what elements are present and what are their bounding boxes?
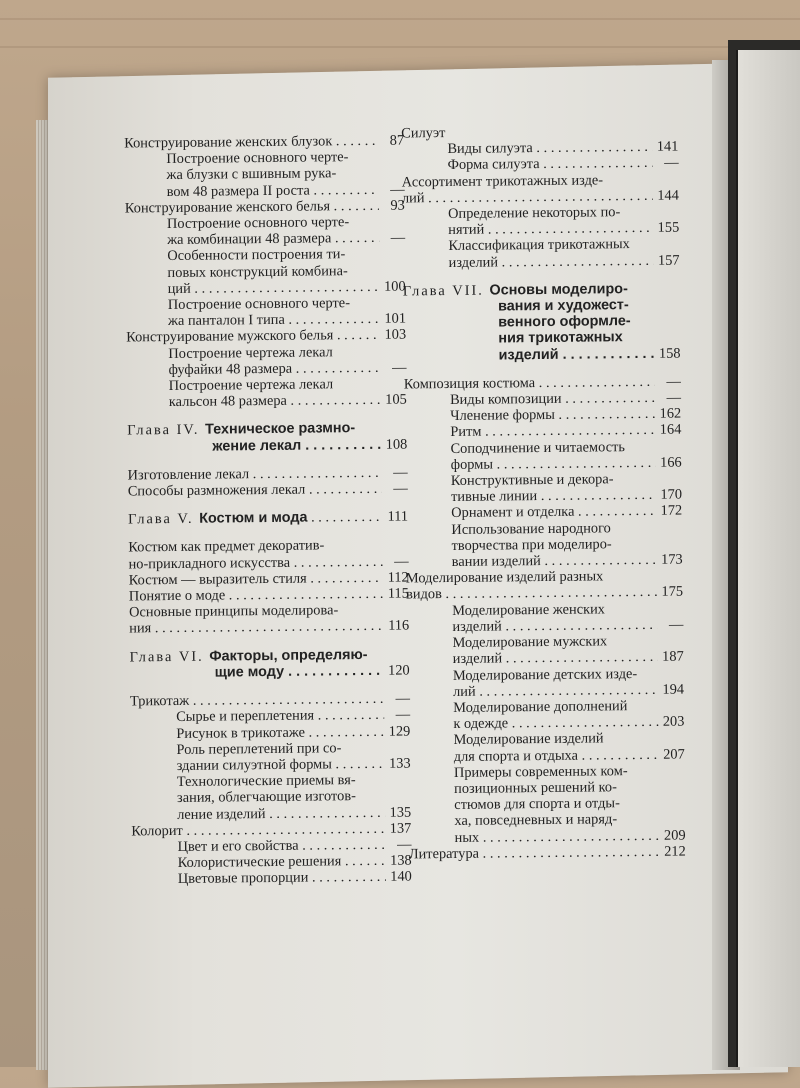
toc-entry-row [402,187,679,206]
toc-entry-line: Примеры современных ком- [454,762,685,781]
toc-page-number: 157 [653,252,679,268]
toc-page-number: — [652,155,678,171]
chapter-prefix: Глава V. [128,511,199,528]
toc-entry-title: Костюм — выразитель стиля . . . [129,570,383,589]
toc-entry-title: изделий . . . [453,649,658,667]
toc-page-number: 166 [656,454,682,470]
toc-page-number: 101 [380,311,406,327]
toc-entry [407,665,684,700]
toc-entry-line: Использование народного [451,519,682,538]
toc-entry-line: творчества при моделиро- [451,535,682,554]
toc-entry [129,586,409,605]
toc-page-number: 207 [659,746,685,762]
chapter-title: Костюм и мода [199,510,307,527]
toc-entry-line: жа блузки с вшивным рука- [166,165,404,184]
toc-entry [402,204,679,239]
toc-page-number: 111 [382,509,408,525]
toc-entry-line: Моделирование мужских [452,633,683,652]
toc-entry-title: фуфайки 48 размера . . . [168,360,380,378]
toc-entry-line: Костюм как предмет декоратив- [128,537,408,556]
toc-page-number: — [382,464,408,480]
chapter-prefix: Глава VII. [403,282,490,299]
toc-page-number: 138 [386,853,412,869]
chapter-title: Факторы, определяю- [209,647,367,665]
toc-left-column [124,133,412,888]
toc-entry-title: Композиция костюма . . . [404,374,655,393]
toc-entry-title: Рисунок в трикотаже . . . [176,723,384,741]
toc-page-number: 209 [660,827,686,843]
toc-entry-title: Конструирование мужского белья . . . [126,327,380,346]
toc-entry-line: Особенности построения ти- [167,246,405,265]
toc-entry-title: лий . . . [453,682,658,700]
toc-entry-title: Способы размножения лекал . . . [128,481,382,500]
toc-page-number: 112 [383,569,409,585]
toc-entry [124,133,404,152]
toc-entry [126,327,406,346]
toc-entry-title: Литература . . . [409,844,660,863]
toc-entry [129,602,409,637]
toc-entry-title: Колорит . . . [131,821,385,840]
chapter-heading [129,646,409,681]
toc-page-number: — [385,836,411,852]
toc-entry [405,503,682,522]
toc-entry-title: к одежде . . . [453,714,658,732]
toc-page-number: 93 [379,197,405,213]
toc-entry-line: Моделирование детских изде- [453,665,684,684]
toc-entry-title: кальсон 48 размера . . . [169,392,381,410]
toc-page-number: 170 [656,487,682,503]
toc-entry-row [453,714,684,733]
toc-entry-title: здании силуэтной формы . . . [177,756,385,774]
toc-entry [125,214,405,249]
toc-entry-row [169,392,407,411]
toc-entry-row [129,618,409,637]
toc-entry-line: стюмов для спорта и отды- [454,795,685,814]
toc-entry-row [168,278,406,297]
toc-entry-line: Моделирование изделий [454,730,685,749]
chapter-heading [127,420,407,455]
toc-entry [125,246,405,298]
chapter-title: вания и художест- [403,297,680,316]
toc-page-number: 105 [381,392,407,408]
toc-entry-line: Конструктивные и декора- [451,471,682,490]
toc-page-number: — [380,359,406,375]
chapter-heading-text [128,509,382,528]
toc-entry-row [453,681,684,700]
toc-entry [408,762,686,846]
toc-entry-row [447,155,678,174]
toc-entry-row [176,723,410,742]
toc-entry [128,537,408,572]
toc-page-number: 87 [378,133,404,149]
toc-page-number: — [657,616,683,632]
toc-entry-row [126,327,406,346]
toc-entry-row [454,746,685,765]
toc-entry-title: Цвет и его свойства . . . [177,837,385,855]
toc-page-number: — [379,181,405,197]
toc-entry-title: Конструирование женских блузок . . . [124,133,378,152]
toc-entry-line: Построение чертежа лекал [169,376,407,395]
toc-entry-title: изделий . . . [449,252,654,270]
toc-page-number: — [384,691,410,707]
toc-entry-line: Соподчинение и читаемость [450,438,681,457]
toc-page-number: 172 [656,503,682,519]
toc-entry-row [406,584,683,603]
toc-entry [125,197,405,216]
toc-entry [404,438,681,473]
toc-entry-row [453,649,684,668]
toc-entry-title: лий . . . [402,188,653,207]
toc-entry [409,843,686,862]
toc-entry-title: для спорта и отдыха . . . [454,746,659,764]
toc-entry-title: Колористические решения . . . [178,853,386,871]
toc-page-number: 137 [385,820,411,836]
chapter-heading-row [403,345,680,364]
toc-entry-title: Виды композиции . . . [450,390,655,408]
toc-entry-row [167,230,405,249]
toc-entry-line: повых конструкций комбина- [167,262,405,281]
toc-entry-title: Цветовые пропорции . . . [178,869,386,887]
toc-entry-title: ций . . . [168,279,380,297]
chapter-title: жение лекал . . . [212,436,381,454]
toc-entry-line: Построение основного черте- [168,295,406,314]
toc-entry [401,155,678,174]
toc-entry-title: Виды силуэта . . . [447,139,652,157]
toc-page-number: 115 [383,586,409,602]
toc-entry-line: зания, облегчающие изготов- [177,788,411,807]
toc-page-number: 155 [653,220,679,236]
chapter-heading [403,280,681,364]
toc-page-number: 164 [655,422,681,438]
toc-entry-title: формы . . . [451,455,656,473]
toc-entry-title: Силуэт [401,123,652,142]
toc-entry-title: видов . . . [406,584,657,603]
toc-entry-row [177,755,411,774]
toc-entry-line: Основные принципы моделирова- [129,602,409,621]
chapter-title: ния трикотажных [403,329,680,348]
toc-page-number: 203 [658,714,684,730]
toc-entry-row [178,869,412,888]
toc-entry-line: Классификация трикотажных [448,236,679,255]
toc-entry [405,471,682,506]
toc-entry-title: Орнамент и отделка . . . [451,503,656,521]
toc-entry-line: позиционных решений ко- [454,778,685,797]
toc-page-number: 144 [653,187,679,203]
toc-entry-line: Построение основного черте- [167,214,405,233]
toc-entry-line: Определение некоторых по- [448,204,679,223]
toc-entry-title: тивные линии . . . [451,487,656,505]
toc-entry [404,422,681,441]
toc-page-number: — [382,481,408,497]
facing-page [736,50,800,1067]
toc-entry-line: Построение основного черте- [166,149,404,168]
toc-entry [406,633,683,668]
toc-entry-title: Понятие о моде . . . [129,586,383,605]
toc-entry [405,519,682,571]
toc-page-number: 212 [660,843,686,859]
toc-page-number: 194 [658,681,684,697]
toc-entry-title: Ритм . . . [450,422,655,440]
toc-entry-row [450,422,681,441]
toc-page-number: 141 [652,139,678,155]
toc-entry-row [409,843,686,862]
toc-entry-row [452,552,683,571]
toc-entry-title: Форма силуэта . . . [447,155,652,173]
toc-page-number: 133 [385,755,411,771]
toc-page-number: 175 [657,584,683,600]
toc-entry-title: Трикотаж . . . [130,691,384,710]
toc-entry [407,697,684,732]
chapter-heading-row [130,662,410,681]
toc-page-number: 158 [654,345,680,361]
toc-entry [124,149,404,201]
toc-entry-row [451,503,682,522]
toc-entry-title: но-прикладного искусства . . . [128,553,382,572]
chapter-title: Основы моделиро- [489,281,628,298]
toc-entry [126,343,406,378]
toc-page-number: 103 [380,327,406,343]
toc-entry [128,481,408,500]
toc-entry-row [448,220,679,239]
toc-entry-title: вании изделий . . . [452,552,657,570]
toc-entry-line: Моделирование дополнений [453,697,684,716]
chapter-title: Техническое размно- [205,421,355,439]
toc-entry [131,772,411,824]
toc-entry-title: жа панталон I типа . . . [168,311,380,329]
toc-entry-title: ление изделий . . . [177,804,385,822]
toc-page-number: — [655,373,681,389]
toc-entry [127,376,407,411]
toc-entry [402,236,679,271]
toc-page-number: 120 [384,662,410,678]
toc-entry-row [452,616,683,635]
toc-entry [126,295,406,330]
toc-entry-line: Ассортимент трикотажных изде- [402,171,679,190]
toc-entry-title: нятий . . . [448,220,653,238]
chapter-heading-row [127,436,407,455]
toc-page-number: 108 [381,436,407,452]
toc-entry-title: Изготовление лекал . . . [128,465,382,484]
toc-page-number: 129 [384,723,410,739]
chapter-prefix: Глава VI. [129,648,209,665]
toc-page-number: — [379,230,405,246]
toc-entry [402,171,679,206]
toc-entry-line: ха, повседневных и наряд- [454,811,685,830]
toc-entry-row [451,454,682,473]
toc-page-number: 162 [655,406,681,422]
toc-right-column [401,123,686,863]
toc-entry-title: изделий . . . [452,617,657,635]
toc-page-number: 173 [657,552,683,568]
chapter-title: изделий . . . [498,345,654,363]
toc-entry-title: Членение формы . . . [450,406,655,424]
toc-entry-line: Моделирование женских [452,600,683,619]
toc-entry-line: Построение чертежа лекал [168,343,406,362]
chapter-heading-row [128,509,408,528]
toc-page-number: 135 [385,804,411,820]
toc-entry [130,739,410,774]
toc-entry-line: Технологические приемы вя- [177,772,411,791]
toc-entry-title: ния . . . [129,618,383,637]
toc-page-number: — [655,390,681,406]
toc-entry-row [168,359,406,378]
toc-entry-row [124,133,404,152]
toc-entry [132,869,412,888]
chapter-prefix: Глава IV. [127,422,205,439]
toc-entry-title: вом 48 размера II роста . . . [167,181,379,199]
toc-entry-line: Моделирование изделий разных [406,568,683,587]
chapter-heading [128,509,408,528]
toc-entry [408,730,685,765]
toc-page-number: 187 [658,649,684,665]
toc-entry-title: жа комбинации 48 размера . . . [167,230,379,248]
toc-page-number: 100 [380,278,406,294]
toc-entry-title: Сырье и переплетения . . . [176,707,384,725]
toc-page-number: — [384,707,410,723]
toc-entry-line: Роль переплетений при со- [176,739,410,758]
toc-entry-row [125,197,405,216]
toc-entry [130,723,410,742]
toc-entry-row [128,481,408,500]
toc-page-number: — [382,553,408,569]
toc-entry [406,600,683,635]
toc-entry-title: ных . . . [455,827,660,845]
chapter-title: венного оформле- [403,313,680,332]
chapter-title: щие моду . . . [215,663,384,681]
toc-entry-row [129,586,409,605]
toc-entry-row [449,252,680,271]
toc-page-number: 140 [386,869,412,885]
toc-entry [406,568,683,603]
toc-page-number: 116 [383,618,409,634]
toc-entry-title: Конструирование женского белья . . . [125,198,379,217]
